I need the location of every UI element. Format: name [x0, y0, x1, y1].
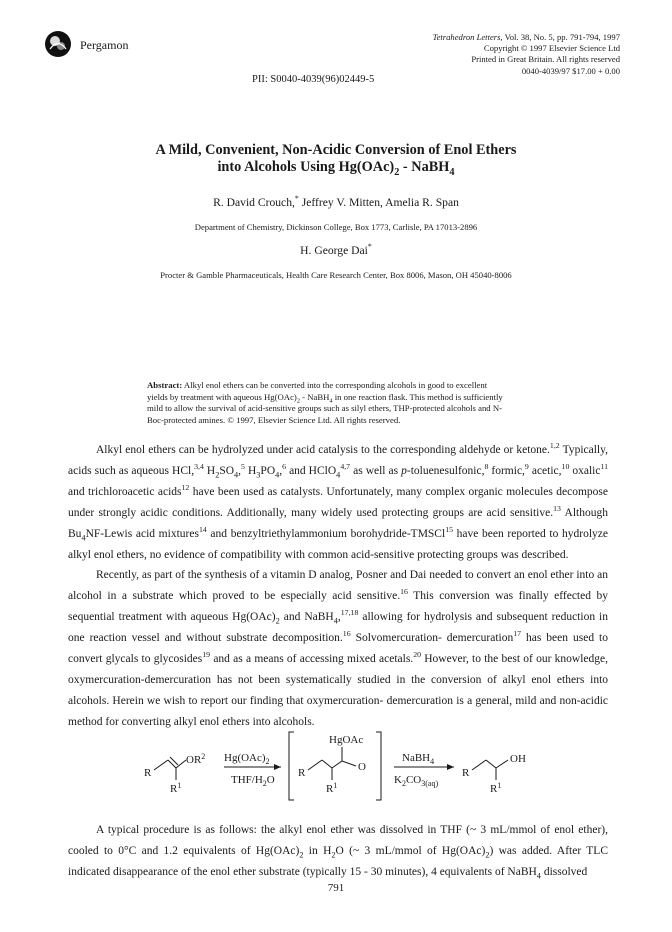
paragraph-2: Recently, as part of the synthesis of a vitamin D analog, Posner and Dai needed to convert an enol ether into an alcohol in a substrate which proved to be especially acid sensitive.$^{16}$ This conversion was finally effected by sequential treatment with aqueous $Hg(OAc)_2$ and NaBH$_4$,$^{17,18}$ allowing for hydrolysis and subsequent reduction in one reaction vessel and without substrate decomposition.$^{16}$ Solvomercuration- demercuration$^{17}$ has been used to convert glycals to glycosides$^{19}$ and as a means of accessing mixed acetals.$^{20}$ However, to the best of our knowledge, oxymercuration-demercuration has not been systematically studied in the conversion of alkyl enol ethers into alcohols. Herein we wish to report our finding that oxymercuration- demercuration is a general, mild and non-acidic method for converting alkyl enol ethers into alcohols.	[68, 569, 609, 728]
scheme-solvent-1: THF/$H_2O$	[231, 774, 275, 788]
abstract: Abstract: Alkyl enol ethers can be converted into the corresponding alcohols in good to excellent yields by treatment with aqueous $Hg(OAc)_2$ - NaBH$_4$ in one reaction flask. This method is sufficiently mild to allow the survival of acid-sensitive groups such as silyl ethers, THP-protected alcohols and N- Boc-protected amines. © 1997, Elsevier Science Ltd. All rights reserved.	[147, 380, 503, 426]
scheme-intermediate-r: R	[298, 767, 306, 779]
printed-line: Printed in Great Britain. All rights reserved	[471, 54, 620, 65]
scheme-product-r: R	[462, 767, 470, 779]
journal-name: Tetrahedron Letters	[432, 32, 501, 42]
title-line-2: into Alcohols Using $Hg(OAc)_2$ - NaBH$_4$	[217, 159, 455, 178]
journal-header	[433, 32, 620, 77]
paragraph-1: Alkyl enol ethers can be hydrolyzed under acid catalysis to the corresponding aldehyde or ketone.$^{1,2}$ Typically, acids such as aqueous HCl,$^{3,4}$ $H_2SO_4,^5$ $H_3PO_4,^6$ and HClO$_4^{4,7}$ as well as p-toluenesulfonic,$^8$ formic,$^9$ acetic,$^{10}$ oxalic$^{11}$ and trichloroacetic acids$^{12}$ have been used as catalysts. Unfortunately, many complex organic molecules decompose under strongly acidic conditions. Additionally, many widely used protecting groups are acid sensitive.$^{13}$ Although $Bu_4NF$-Lewis acid mixtures$^{14}$ and benzyltriethylammonium borohydride-TMSCl$^{15}$ have been reported to hydrolyze alkyl enol ethers, no evidence of compatibility with common acid-sensitive protecting groups was described.	[68, 441, 608, 561]
reaction-scheme	[124, 730, 554, 804]
scheme-hgoac: HgOAc	[329, 734, 364, 746]
scheme-oh: OH	[510, 753, 526, 765]
authors-line-1: R. David Crouch,* Jeffrey V. Mitten, Amelia R. Span	[213, 194, 459, 209]
body-text-continued	[68, 820, 608, 883]
price-line: 0040-4039/97 $17.00 + 0.00	[521, 65, 620, 76]
title-line-1: A Mild, Convenient, Non-Acidic Conversion of Enol Ethers	[155, 142, 517, 158]
abstract-label: Abstract:	[147, 380, 183, 390]
scheme-product-r1: $R^1$	[490, 781, 502, 795]
affiliation-2: Procter & Gamble Pharmaceuticals, Health Care Research Center, Box 8006, Mason, OH 45040-8006	[160, 270, 512, 280]
scheme-r1: $R^1$	[170, 781, 182, 795]
scheme-r-group: R	[144, 767, 152, 779]
publisher-name: Pergamon	[80, 38, 129, 52]
scheme-intermediate-r1: $R^1$	[326, 781, 338, 795]
scheme-base-2: $K_2CO_{3(aq)}$	[394, 774, 439, 788]
pii-identifier: PII: S0040-4039(96)02449-5	[252, 74, 375, 85]
affiliation-1: Department of Chemistry, Dickinson College, Box 1773, Carlisle, PA 17013-2896	[194, 222, 478, 232]
copyright-line: Copyright © 1997 Elsevier Science Ltd	[483, 43, 620, 54]
body-text	[68, 440, 608, 733]
publisher-logo-icon	[44, 30, 72, 58]
paper-title	[0, 142, 672, 176]
scheme-or2: $OR^2$	[186, 752, 206, 766]
journal-citation: , Vol. 38, No. 5, pp. 791-794, 1997	[500, 32, 620, 42]
scheme-oxygen: O	[358, 761, 366, 773]
paragraph-3: A typical procedure is as follows: the alkyl enol ether was dissolved in THF (~ 3 mL/mmol of enol ether), cooled to 0°C and 1.2 equivalents of $Hg(OAc)_2$ in $H_2O$ (~ 3 mL/mmol of $Hg(OAc)_2$) was added. After TLC indicated disappearance of the enol ether substrate (typically 15 - 30 minutes), 4 equivalents of NaBH$_4$ dissolved	[68, 824, 608, 881]
page-number: 791	[327, 882, 345, 894]
scheme-reagent-2: NaBH$_4$	[402, 752, 435, 766]
scheme-reagent-1: $Hg(OAc)_2$	[224, 752, 270, 766]
authors-line-2: H. George Dai*	[300, 242, 372, 257]
